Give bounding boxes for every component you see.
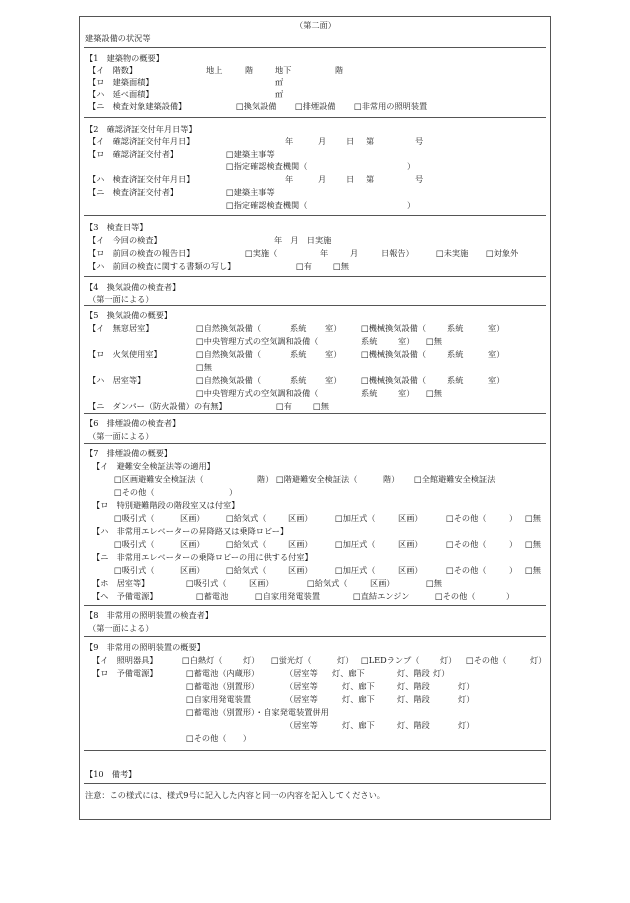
s9-i-label: 【イ 照明器具】 [92, 655, 158, 665]
s5-i-room3: 室） [398, 336, 415, 346]
s5-ha-none[interactable]: □無 [426, 388, 442, 398]
s9-i-opt3[interactable]: □LEDランプ（ [361, 655, 420, 665]
s7-ho-supply[interactable]: □給気式（ [307, 578, 348, 588]
s5-i-label: 【イ 無窓居室】 [88, 323, 154, 333]
s2-ha-go: 号 [415, 174, 424, 184]
form-title: 建築設備の状況等 [85, 33, 151, 43]
s5-i-sys2: 系統 [447, 323, 464, 333]
s5-i-l2[interactable]: □中央管理方式の空気調和設備（ [196, 336, 319, 346]
s6-note: （第一面による） [88, 431, 154, 441]
s4-header: 【4 換気設備の検査者】 [85, 282, 181, 292]
s7-ha-zone1: 区画） [180, 539, 205, 549]
s9-i-opt4[interactable]: □その他（ [466, 655, 507, 665]
s9-ro-lamp3: 灯、廊下 [342, 694, 375, 704]
s7-ni-close: ） [509, 565, 518, 575]
s9-ro-opt1[interactable]: □蓄電池（内蔵形） [186, 668, 260, 678]
s2-ro-opt2[interactable]: □指定確認検査機関（ [226, 161, 308, 171]
s2-ha-year: 年 [285, 174, 294, 184]
s7-i-floor2: 階） [383, 474, 400, 484]
s2-ha-day: 日 [346, 174, 355, 184]
s7-ro-none[interactable]: □無 [525, 513, 541, 523]
s2-i-no: 第 [366, 136, 375, 146]
s7-ro-zone1: 区画） [180, 513, 205, 523]
s7-ni-zone1: 区画） [180, 565, 205, 575]
s2-ha-label: 【ハ 検査済証交付年月日】 [88, 174, 195, 184]
s3-ro-year: 年 [320, 248, 329, 258]
s3-ha-opt2[interactable]: □無 [333, 261, 349, 271]
s1-ha-label: 【ハ 延べ面積】 [88, 89, 154, 99]
s5-ni-opt1[interactable]: □有 [276, 401, 292, 411]
s9-ro-lamp3b: 灯、階段 [397, 694, 430, 704]
s7-he-opt2[interactable]: □自家用発電装置 [255, 591, 321, 601]
s7-i-opt3[interactable]: □全館避難安全検証法 [414, 474, 496, 484]
s9-ro-lamp1b: 灯、階段 [397, 668, 430, 678]
s7-ho-label: 【ホ 居室等】 [92, 578, 150, 588]
s3-ro-report: 日報告） [381, 248, 414, 258]
s7-i-opt2[interactable]: □階避難安全検証法（ [276, 474, 358, 484]
s7-he-close: ） [506, 591, 515, 601]
s5-ha-sys2: 系統 [447, 375, 464, 385]
s9-ro-room4: （居室等 [285, 720, 318, 730]
s5-ro-l1a[interactable]: □自然換気設備（ [196, 349, 262, 359]
s7-he-label: 【ヘ 予備電源】 [92, 591, 158, 601]
s7-ro-label: 【ロ 特別避難階段の階段室又は付室】 [92, 500, 240, 510]
s5-ni-label: 【ニ ダンパー（防火設備）の有無】 [88, 401, 227, 411]
s9-ro-lamp4: 灯、廊下 [342, 720, 375, 730]
s7-ho-zone2: 区画） [370, 578, 395, 588]
s5-ha-sys3: 系統 [361, 388, 378, 398]
s2-ro-opt1[interactable]: □建築主事等 [226, 149, 275, 159]
s7-he-opt3[interactable]: □直結エンジン [353, 591, 410, 601]
s7-ni-none[interactable]: □無 [525, 565, 541, 575]
s5-i-l1a[interactable]: □自然換気設備（ [196, 323, 262, 333]
s1-ha-unit: ㎡ [275, 89, 284, 99]
s3-ro-month: 月 [350, 248, 359, 258]
s2-ro-close: ） [407, 161, 416, 171]
s1-header: 【1 建築物の概要】 [85, 53, 164, 63]
s5-i-none[interactable]: □無 [426, 336, 442, 346]
s3-i-date: 年 月 日実施 [274, 235, 332, 245]
s9-ro-lamp1: 灯、廊下 [332, 668, 365, 678]
s2-i-year: 年 [285, 136, 294, 146]
s5-ro-l1b[interactable]: □機械換気設備（ [361, 349, 427, 359]
s3-ha-opt1[interactable]: □有 [296, 261, 312, 271]
s3-ro-label: 【ロ 前回の検査の報告日】 [88, 248, 195, 258]
s9-i-unit4: 灯） [530, 655, 547, 665]
s9-i-unit1: 灯） [243, 655, 260, 665]
s5-ro-room1: 室） [325, 349, 342, 359]
s9-i-unit2: 灯） [337, 655, 354, 665]
s1-ni-opt2[interactable]: □排煙設備 [295, 101, 336, 111]
s9-header: 【9 非常用の照明装置の概要】 [85, 642, 205, 652]
s2-ni-close: ） [407, 200, 416, 210]
s7-ha-none[interactable]: □無 [525, 539, 541, 549]
s9-ro-room2: （居室等 [285, 681, 318, 691]
s5-ro-sys1: 系統 [290, 349, 307, 359]
s7-ha-close: ） [509, 539, 518, 549]
s5-ha-room3: 室） [398, 388, 415, 398]
s5-i-sys3: 系統 [361, 336, 378, 346]
s7-he-opt1[interactable]: □蓄電池 [196, 591, 229, 601]
s7-ha-zone3: 区画） [398, 539, 423, 549]
s5-ha-sys1: 系統 [290, 375, 307, 385]
s2-i-day: 日 [346, 136, 355, 146]
s7-i-other[interactable]: □その他（ [114, 487, 155, 497]
s7-ni-zone2: 区画） [288, 565, 313, 575]
s9-i-unit3: 灯） [440, 655, 457, 665]
s5-i-l1b[interactable]: □機械換気設備（ [361, 323, 427, 333]
s2-ni-label: 【ニ 検査済証交付者】 [88, 187, 179, 197]
s9-ro-opt4[interactable]: □蓄電池（別置形）・自家発電装置併用 [186, 707, 329, 717]
s9-ro-opt2[interactable]: □蓄電池（別置形） [186, 681, 260, 691]
s5-ha-room1: 室） [325, 375, 342, 385]
s3-header: 【3 検査日等】 [85, 222, 148, 232]
s9-ro-opt3[interactable]: □自家用発電装置 [186, 694, 252, 704]
s7-i-close: ） [229, 487, 238, 497]
s1-ni-label: 【ニ 検査対象建築設備】 [88, 101, 187, 111]
s1-i-floor2: 階 [335, 65, 344, 75]
s7-ho-none[interactable]: □無 [426, 578, 442, 588]
s9-ro-label: 【ロ 予備電源】 [92, 668, 158, 678]
s5-ha-room2: 室） [488, 375, 505, 385]
s7-he-other[interactable]: □その他（ [435, 591, 476, 601]
s3-ro-opt2[interactable]: □未実施 [436, 248, 469, 258]
s5-i-room2: 室） [488, 323, 505, 333]
s6-header: 【6 排煙設備の検査者】 [85, 418, 181, 428]
s7-ho-suction[interactable]: □吸引式（ [186, 578, 227, 588]
page-label: （第二面） [295, 20, 336, 30]
s7-ha-press[interactable]: □加圧式（ [335, 539, 376, 549]
s3-ro-opt3[interactable]: □対象外 [486, 248, 519, 258]
s5-ro-room2: 室） [488, 349, 505, 359]
s9-i-opt2[interactable]: □蛍光灯（ [271, 655, 312, 665]
s5-ha-l2[interactable]: □中央管理方式の空気調和設備（ [196, 388, 319, 398]
s2-ni-opt2[interactable]: □指定確認検査機関（ [226, 200, 308, 210]
s7-ho-zone1: 区画） [249, 578, 274, 588]
s2-i-label: 【イ 確認済証交付年月日】 [88, 136, 195, 146]
s7-ni-supply[interactable]: □給気式（ [226, 565, 267, 575]
s5-header: 【5 換気設備の概要】 [85, 310, 173, 320]
s7-ro-supply[interactable]: □給気式（ [226, 513, 267, 523]
s2-ni-opt1[interactable]: □建築主事等 [226, 187, 275, 197]
s5-i-sys1: 系統 [290, 323, 307, 333]
s7-ni-press[interactable]: □加圧式（ [335, 565, 376, 575]
s7-ha-suction[interactable]: □吸引式（ [114, 539, 155, 549]
s1-i-label: 【イ 階数】 [88, 65, 138, 75]
s7-ro-zone2: 区画） [288, 513, 313, 523]
s9-ro-lamp2: 灯、廊下 [342, 681, 375, 691]
s9-ro-lamp1c: 灯） [433, 668, 450, 678]
s2-ro-label: 【ロ 確認済証交付者】 [88, 149, 179, 159]
s5-ha-l1a[interactable]: □自然換気設備（ [196, 375, 262, 385]
s5-ni-opt2[interactable]: □無 [313, 401, 329, 411]
s1-ni-opt1[interactable]: □換気設備 [236, 101, 277, 111]
s5-ro-label: 【ロ 火気使用室】 [88, 349, 162, 359]
s7-ni-other[interactable]: □その他（ [446, 565, 487, 575]
s7-ro-zone3: 区画） [398, 513, 423, 523]
s3-ha-label: 【ハ 前回の検査に関する書類の写し】 [88, 261, 236, 271]
s9-ro-lamp4c: 灯） [458, 720, 475, 730]
s4-note: （第一面による） [88, 294, 154, 304]
s7-ro-suction[interactable]: □吸引式（ [114, 513, 155, 523]
s2-ha-no: 第 [366, 174, 375, 184]
s7-ha-other[interactable]: □その他（ [446, 539, 487, 549]
s7-i-opt1[interactable]: □区画避難安全検証法（ [114, 474, 204, 484]
s5-ha-label: 【ハ 居室等】 [88, 375, 146, 385]
s7-ha-label: 【ハ 非常用エレベーターの昇降路又は乗降ロビー】 [92, 526, 289, 536]
s7-ha-supply[interactable]: □給気式（ [226, 539, 267, 549]
s1-ro-unit: ㎡ [275, 77, 284, 87]
s8-note: （第一面による） [88, 623, 154, 633]
s9-ro-other[interactable]: □その他（ ） [186, 733, 252, 743]
s7-ni-label: 【ニ 非常用エレベーターの乗降ロビーの用に供する付室】 [92, 552, 313, 562]
s9-ro-lamp4b: 灯、階段 [397, 720, 430, 730]
s5-i-room1: 室） [325, 323, 342, 333]
s2-header: 【2 確認済証交付年月日等】 [85, 124, 197, 134]
s7-ro-close: ） [509, 513, 518, 523]
s9-ro-lamp3c: 灯） [458, 694, 475, 704]
s9-i-opt1[interactable]: □白熱灯（ [182, 655, 223, 665]
s2-i-month: 月 [318, 136, 327, 146]
s3-ro-opt1[interactable]: □実施（ [245, 248, 278, 258]
s5-ro-sys2: 系統 [447, 349, 464, 359]
s1-i-below: 地下 [275, 65, 292, 75]
s8-header: 【8 非常用の照明装置の検査者】 [85, 610, 214, 620]
s5-ha-l1b[interactable]: □機械換気設備（ [361, 375, 427, 385]
s9-ro-room1: （居室等 [285, 668, 318, 678]
s9-ro-lamp2c: 灯） [458, 681, 475, 691]
s2-i-go: 号 [415, 136, 424, 146]
s10-header: 【10 備考】 [85, 769, 137, 779]
s7-ro-press[interactable]: □加圧式（ [335, 513, 376, 523]
footnote: 注意：この様式には、様式9号に記入した内容と同一の内容を記入してください。 [85, 790, 385, 800]
s7-i-label: 【イ 避難安全検証法等の適用】 [92, 461, 215, 471]
s7-ni-zone3: 区画） [398, 565, 423, 575]
s1-ro-label: 【ロ 建築面積】 [88, 77, 154, 87]
s1-ni-opt3[interactable]: □非常用の照明装置 [354, 101, 428, 111]
s7-ni-suction[interactable]: □吸引式（ [114, 565, 155, 575]
s9-ro-lamp2b: 灯、階段 [397, 681, 430, 691]
s7-i-floor: 階） [257, 474, 274, 484]
s9-ro-room3: （居室等 [285, 694, 318, 704]
s7-ro-other[interactable]: □その他（ [446, 513, 487, 523]
s1-i-above: 地上 [206, 65, 223, 75]
s2-ha-month: 月 [318, 174, 327, 184]
s5-ro-none[interactable]: □無 [196, 362, 212, 372]
s7-header: 【7 排煙設備の概要】 [85, 448, 173, 458]
s3-i-label: 【イ 今回の検査】 [88, 235, 162, 245]
s7-ha-zone2: 区画） [288, 539, 313, 549]
s1-i-floor1: 階 [245, 65, 254, 75]
